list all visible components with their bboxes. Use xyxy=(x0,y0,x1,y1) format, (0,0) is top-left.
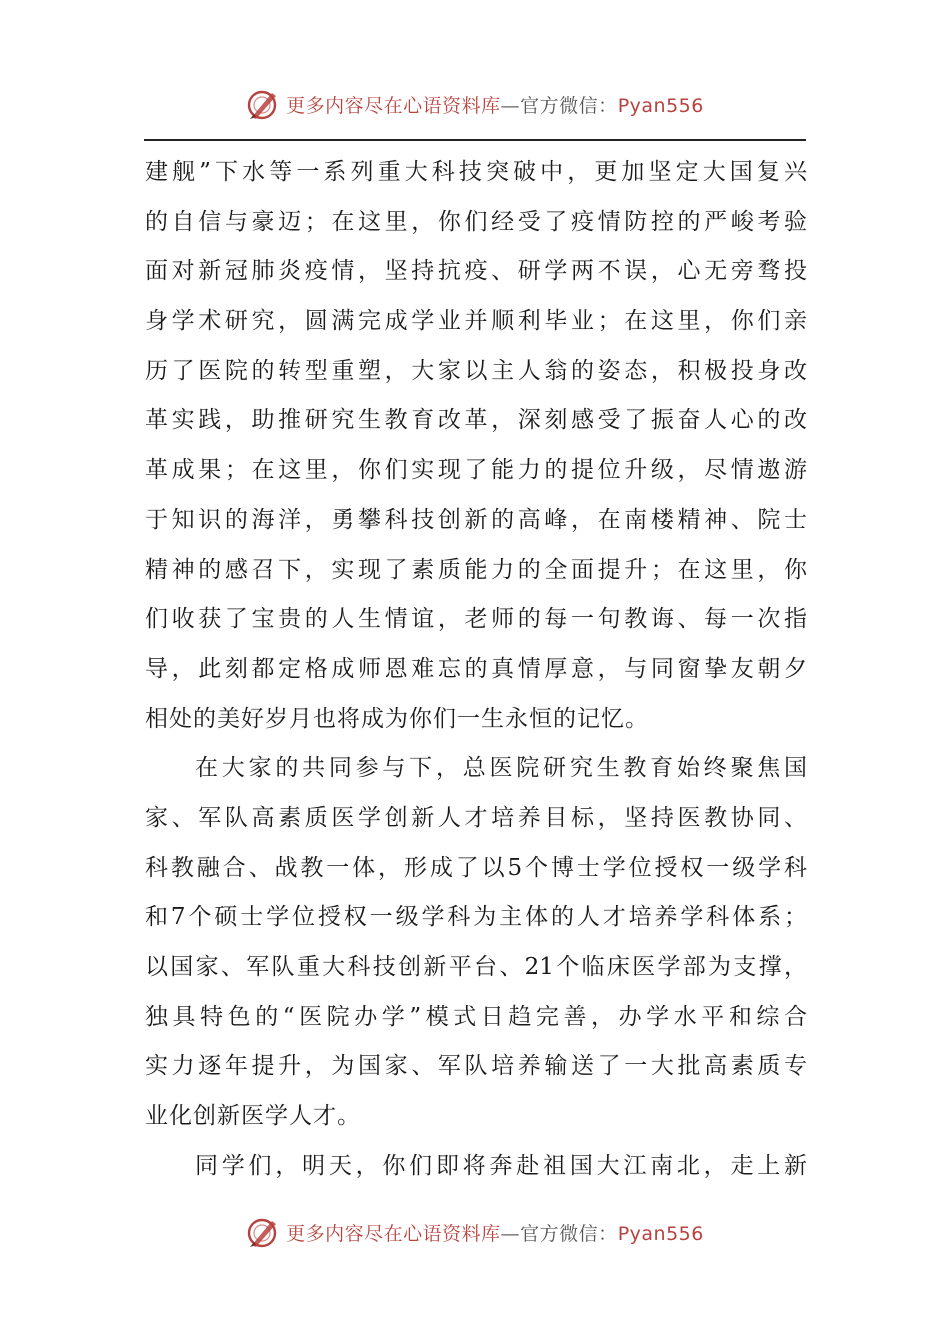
footer-banner-separator: — xyxy=(500,1222,521,1245)
text-line: 面对新冠肺炎疫情，坚持抗疫、研学两不误，心无旁骛投 xyxy=(145,258,807,285)
brush-logo-icon xyxy=(246,87,280,121)
paragraph-start-line: 同学们，明天，你们即将奔赴祖国大江南北，走上新 xyxy=(195,1152,807,1179)
paragraph-end-line: 业化创新医学人才。 xyxy=(145,1103,361,1130)
text-line: 实力逐年提升，为国家、军队培养输送了一大批高素质专 xyxy=(145,1053,807,1080)
footer-banner-main: 更多内容尽在心语资料库 xyxy=(286,1222,501,1245)
brush-logo-icon xyxy=(246,1215,280,1249)
text-line: 精神的感召下，实现了素质能力的全面提升；在这里，你 xyxy=(145,556,807,583)
text-line: 科教融合、战教一体，形成了以5个博士学位授权一级学科 xyxy=(145,854,807,881)
text-line: 于知识的海洋，勇攀科技创新的高峰，在南楼精神、院士 xyxy=(145,506,807,533)
text-line: 家、军队高素质医学创新人才培养目标，坚持医教协同、 xyxy=(145,804,807,831)
header-divider xyxy=(144,139,806,141)
text-line: 的自信与豪迈；在这里，你们经受了疫情防控的严峻考验 xyxy=(145,208,807,235)
text-line: 历了医院的转型重塑，大家以主人翁的姿态，积极投身改 xyxy=(145,357,807,384)
header-wechat-id: Pyan556 xyxy=(617,94,704,117)
header-banner-text xyxy=(286,91,704,118)
footer-banner xyxy=(0,1212,950,1252)
document-body xyxy=(145,148,807,1191)
text-line: 和7个硕士学位授权一级学科为主体的人才培养学科体系； xyxy=(145,904,807,931)
footer-wechat-id: Pyan556 xyxy=(617,1222,704,1245)
text-line: 导，此刻都定格成师恩难忘的真情厚意，与同窗挚友朝夕 xyxy=(145,655,807,682)
header-wechat-label: 官方微信： xyxy=(520,94,618,117)
text-line: 身学术研究，圆满完成学业并顺利毕业；在这里，你们亲 xyxy=(145,308,807,335)
header-banner xyxy=(0,84,950,124)
header-banner-separator: — xyxy=(500,94,521,117)
text-line: 以国家、军队重大科技创新平台、21个临床医学部为支撑， xyxy=(145,954,807,980)
text-line: 革成果；在这里，你们实现了能力的提位升级，尽情遨游 xyxy=(145,457,807,484)
text-line: 建舰”下水等一系列重大科技突破中，更加坚定大国复兴 xyxy=(145,159,807,185)
paragraph-start-line: 在大家的共同参与下，总医院研究生教育始终聚焦国 xyxy=(195,755,807,782)
text-line: 独具特色的“医院办学”模式日趋完善，办学水平和综合 xyxy=(145,1003,807,1030)
header-banner-main: 更多内容尽在心语资料库 xyxy=(286,94,501,117)
footer-wechat-label: 官方微信： xyxy=(520,1222,618,1245)
text-line: 们收获了宝贵的人生情谊，老师的每一句教诲、每一次指 xyxy=(145,606,807,633)
text-line: 革实践，助推研究生教育改革，深刻感受了振奋人心的改 xyxy=(145,407,807,434)
footer-banner-text xyxy=(286,1219,704,1246)
paragraph-end-line: 相处的美好岁月也将成为你们一生永恒的记忆。 xyxy=(145,705,649,732)
